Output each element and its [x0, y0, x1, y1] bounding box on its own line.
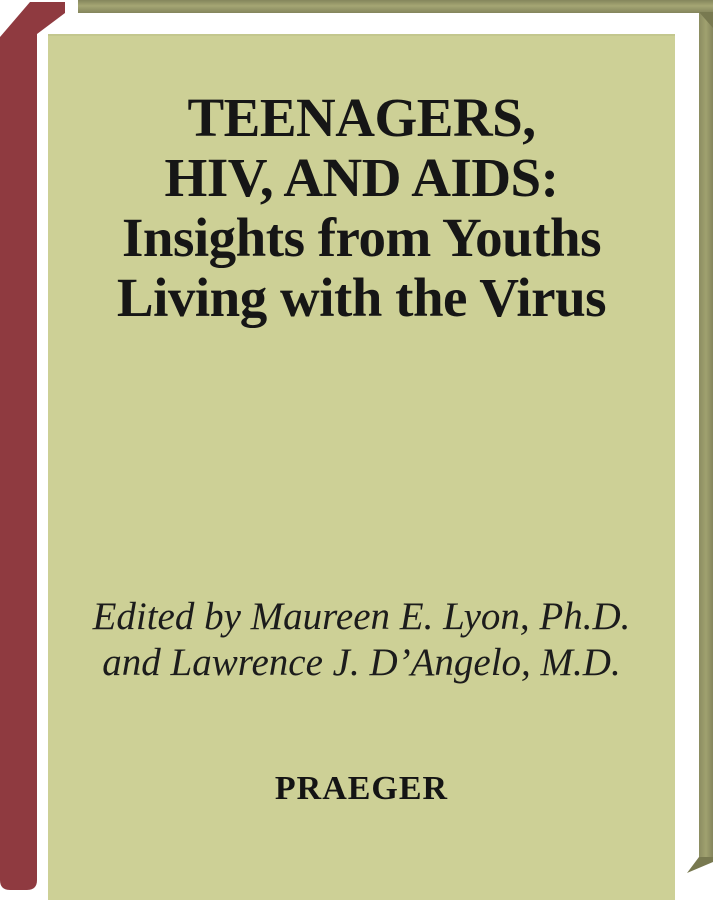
- right-page-edge: [699, 12, 713, 857]
- title-line-2: HIV, AND AIDS:: [164, 147, 559, 208]
- top-page-edge: [78, 0, 713, 13]
- title-line-1: TEENAGERS,: [187, 87, 536, 148]
- publisher-name: PRAEGER: [274, 770, 449, 807]
- editors-line-2: and Lawrence J. D’Angelo, M.D.: [102, 641, 621, 684]
- book-title: [48, 88, 675, 328]
- title-line-3: Insights from Youths: [121, 207, 601, 268]
- book-editors: [48, 594, 675, 686]
- bottom-right-miter: [687, 857, 713, 873]
- title-line-4: Living with the Virus: [116, 267, 607, 328]
- editors-line-1: Edited by Maureen E. Lyon, Ph.D.: [92, 595, 631, 638]
- front-cover: [48, 34, 675, 900]
